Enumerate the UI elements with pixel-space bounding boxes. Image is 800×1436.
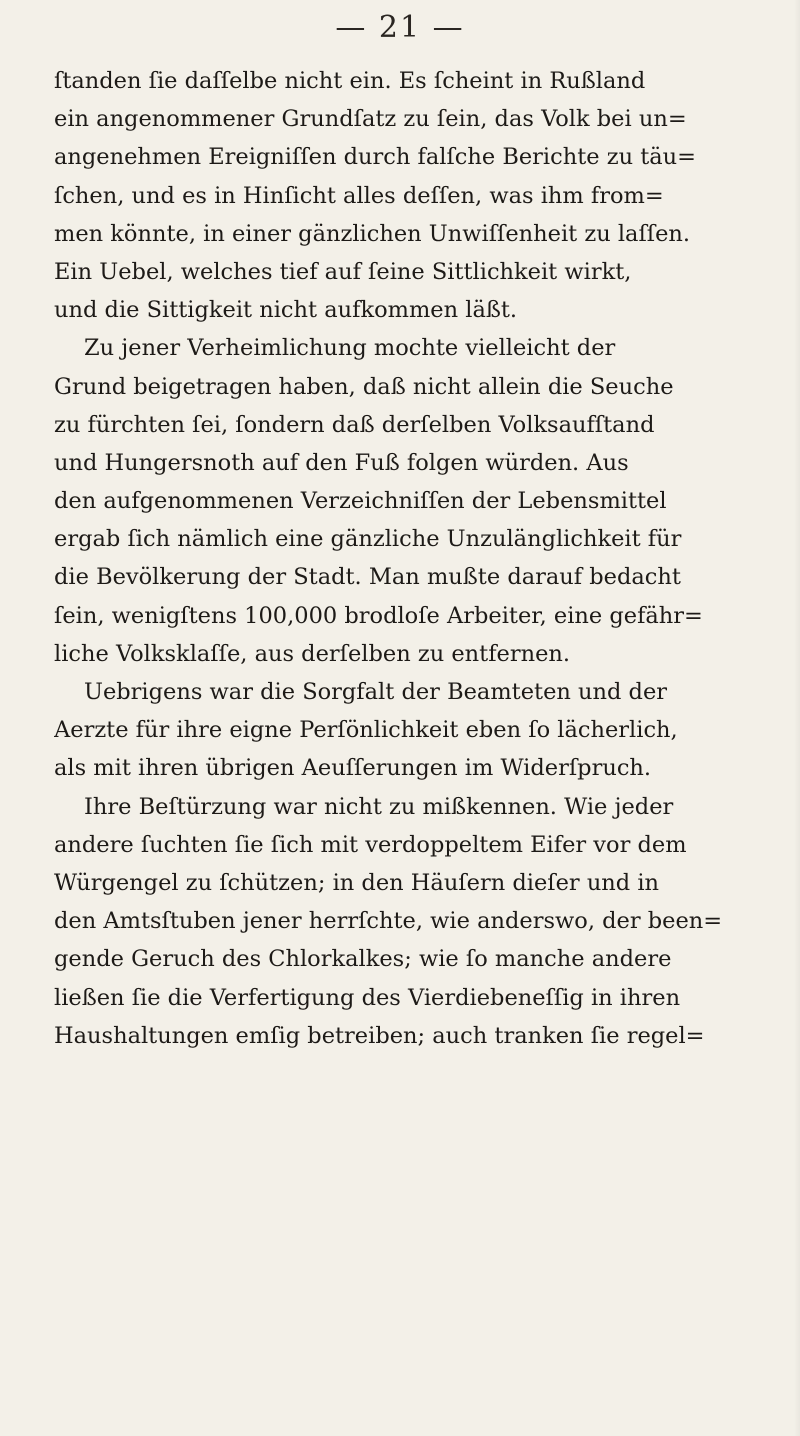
text-line: Würgengel zu ſchützen; in den Häuſern dieſer und in bbox=[54, 869, 660, 896]
text-line: den Amtsſtuben jener herrſchte, wie anderswo, der been= bbox=[54, 908, 723, 935]
text-line: ließen ſie die Verfertigung des Vierdiebeneſſig in ihren bbox=[54, 984, 681, 1011]
text-line: zu fürchten ſei, ſondern daß derſelben Volksaufſtand bbox=[54, 411, 655, 438]
page-number: — 21 — bbox=[335, 10, 465, 45]
paragraph-start-line: Uebrigens war die Sorgfalt der Beamteten und der bbox=[84, 679, 668, 705]
text-line: als mit ihren übrigen Aeuſſerungen im Widerſpruch. bbox=[54, 755, 652, 782]
text-line: liche Volksklaſſe, aus derſelben zu entfernen. bbox=[54, 640, 571, 667]
text-line: andere ſuchten ſie ſich mit verdoppeltem Eifer vor dem bbox=[54, 831, 687, 858]
text-line: ſtanden ſie daſſelbe nicht ein. Es ſcheint in Rußland bbox=[54, 68, 646, 94]
text-line: Aerzte für ihre eigne Perſönlichkeit eben ſo lächerlich, bbox=[54, 717, 678, 744]
text-line: ein angenommener Grundſatz zu ſein, das Volk bei un= bbox=[54, 106, 687, 133]
paragraph-start-line: Ihre Beſtürzung war nicht zu mißkennen. Wie jeder bbox=[84, 793, 674, 820]
text-line: den aufgenommenen Verzeichniſſen der Lebensmittel bbox=[54, 488, 667, 515]
text-line: ſein, wenigſtens 100,000 brodloſe Arbeiter, eine gefähr= bbox=[54, 602, 703, 629]
text-line: ergab ſich nämlich eine gänzliche Unzulänglichkeit für bbox=[54, 526, 682, 553]
paragraph-start-line: Zu jener Verheimlichung mochte vielleicht der bbox=[84, 335, 616, 362]
page-edge-shadow bbox=[794, 0, 800, 1436]
text-line: und Hungersnoth auf den Fuß folgen würden. Aus bbox=[54, 449, 629, 476]
text-line: Grund beigetragen haben, daß nicht allein die Seuche bbox=[54, 373, 674, 400]
text-line: und die Sittigkeit nicht aufkommen läßt. bbox=[54, 297, 518, 324]
text-line: angenehmen Ereigniſſen durch falſche Berichte zu täu= bbox=[54, 144, 697, 171]
text-line: gende Geruch des Chlorkalkes; wie ſo manche andere bbox=[54, 946, 672, 973]
text-line: Haushaltungen emſig betreiben; auch tranken ſie regel= bbox=[54, 1022, 705, 1049]
text-line: die Bevölkerung der Stadt. Man mußte darauf bedacht bbox=[54, 564, 681, 591]
body-text bbox=[54, 62, 748, 1055]
text-line: ſchen, und es in Hinſicht alles deſſen, was ihm from= bbox=[54, 182, 664, 209]
text-line: Ein Uebel, welches tief auf ſeine Sittlichkeit wirkt, bbox=[54, 258, 632, 285]
text-line: men könnte, in einer gänzlichen Unwiſſenheit zu laſſen. bbox=[54, 220, 691, 247]
